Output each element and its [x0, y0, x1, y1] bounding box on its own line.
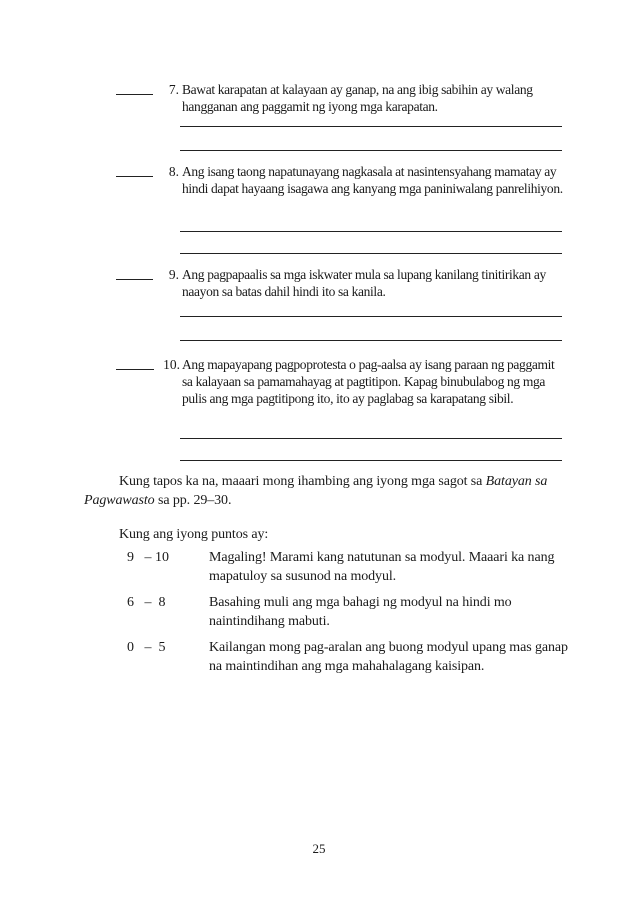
explanation-line[interactable] — [180, 460, 562, 461]
explanation-line[interactable] — [180, 253, 562, 254]
explanation-line[interactable] — [180, 316, 562, 317]
explanation-line[interactable] — [180, 150, 562, 151]
compare-answers-paragraph — [84, 472, 568, 510]
answer-key-title: Batayan sa Pagwawasto — [84, 474, 548, 508]
score-range: 9 – 10 — [127, 550, 169, 565]
question-number: 9. — [168, 267, 179, 282]
answer-blank[interactable] — [116, 81, 153, 95]
question-number: 10. — [163, 357, 180, 372]
compare-text-after: sa pp. 29–30. — [154, 493, 232, 508]
question-text: Ang isang taong napatunayang nagkasala at nasintensyahang mamatay ay hindi dapat hayaang isagawa ang kanyang mga paniniwalang panrelihiyon. — [182, 164, 563, 196]
question-number: 7. — [168, 82, 179, 97]
question-number: 8. — [168, 164, 179, 179]
compare-text-before: Kung tapos ka na, maaari mong ihambing ang iyong mga sagot sa — [119, 474, 486, 489]
score-feedback: Magaling! Marami kang natutunan sa modyul. Maaari ka nang mapatuloy sa susunod na modyul. — [209, 550, 555, 584]
page-number: 25 — [312, 841, 326, 856]
score-intro: Kung ang iyong puntos ay: — [119, 527, 269, 542]
question-text: Bawat karapatan at kalayaan ay ganap, na ang ibig sabihin ay walang hangganan ang paggamit ng iyong mga karapatan. — [182, 82, 533, 114]
answer-blank[interactable] — [116, 266, 153, 280]
score-range: 6 – 8 — [127, 595, 166, 610]
explanation-line[interactable] — [180, 340, 562, 341]
explanation-line[interactable] — [180, 231, 562, 232]
score-range: 0 – 5 — [127, 640, 166, 655]
answer-blank[interactable] — [116, 356, 154, 370]
score-feedback: Kailangan mong pag-aralan ang buong modyul upang mas ganap na maintindihan ang mga mahahalagang kaisipan. — [209, 640, 568, 674]
explanation-line[interactable] — [180, 126, 562, 127]
question-text: Ang mapayapang pagpoprotesta o pag-aalsa ay isang paraan ng paggamit sa kalayaan sa pamamahayag at pagtitipon. Kapag binubulabog ng mga pulis ang mga pagtitipong ito, ito ay paglabag sa karapatang sibil. — [182, 357, 555, 406]
explanation-line[interactable] — [180, 438, 562, 439]
score-feedback: Basahing muli ang mga bahagi ng modyul na hindi mo naintindihang mabuti. — [209, 595, 512, 629]
question-text: Ang pagpapaalis sa mga iskwater mula sa lupang kanilang tinitirikan ay naayon sa batas dahil hindi ito sa kanila. — [182, 267, 546, 299]
answer-blank[interactable] — [116, 163, 153, 177]
